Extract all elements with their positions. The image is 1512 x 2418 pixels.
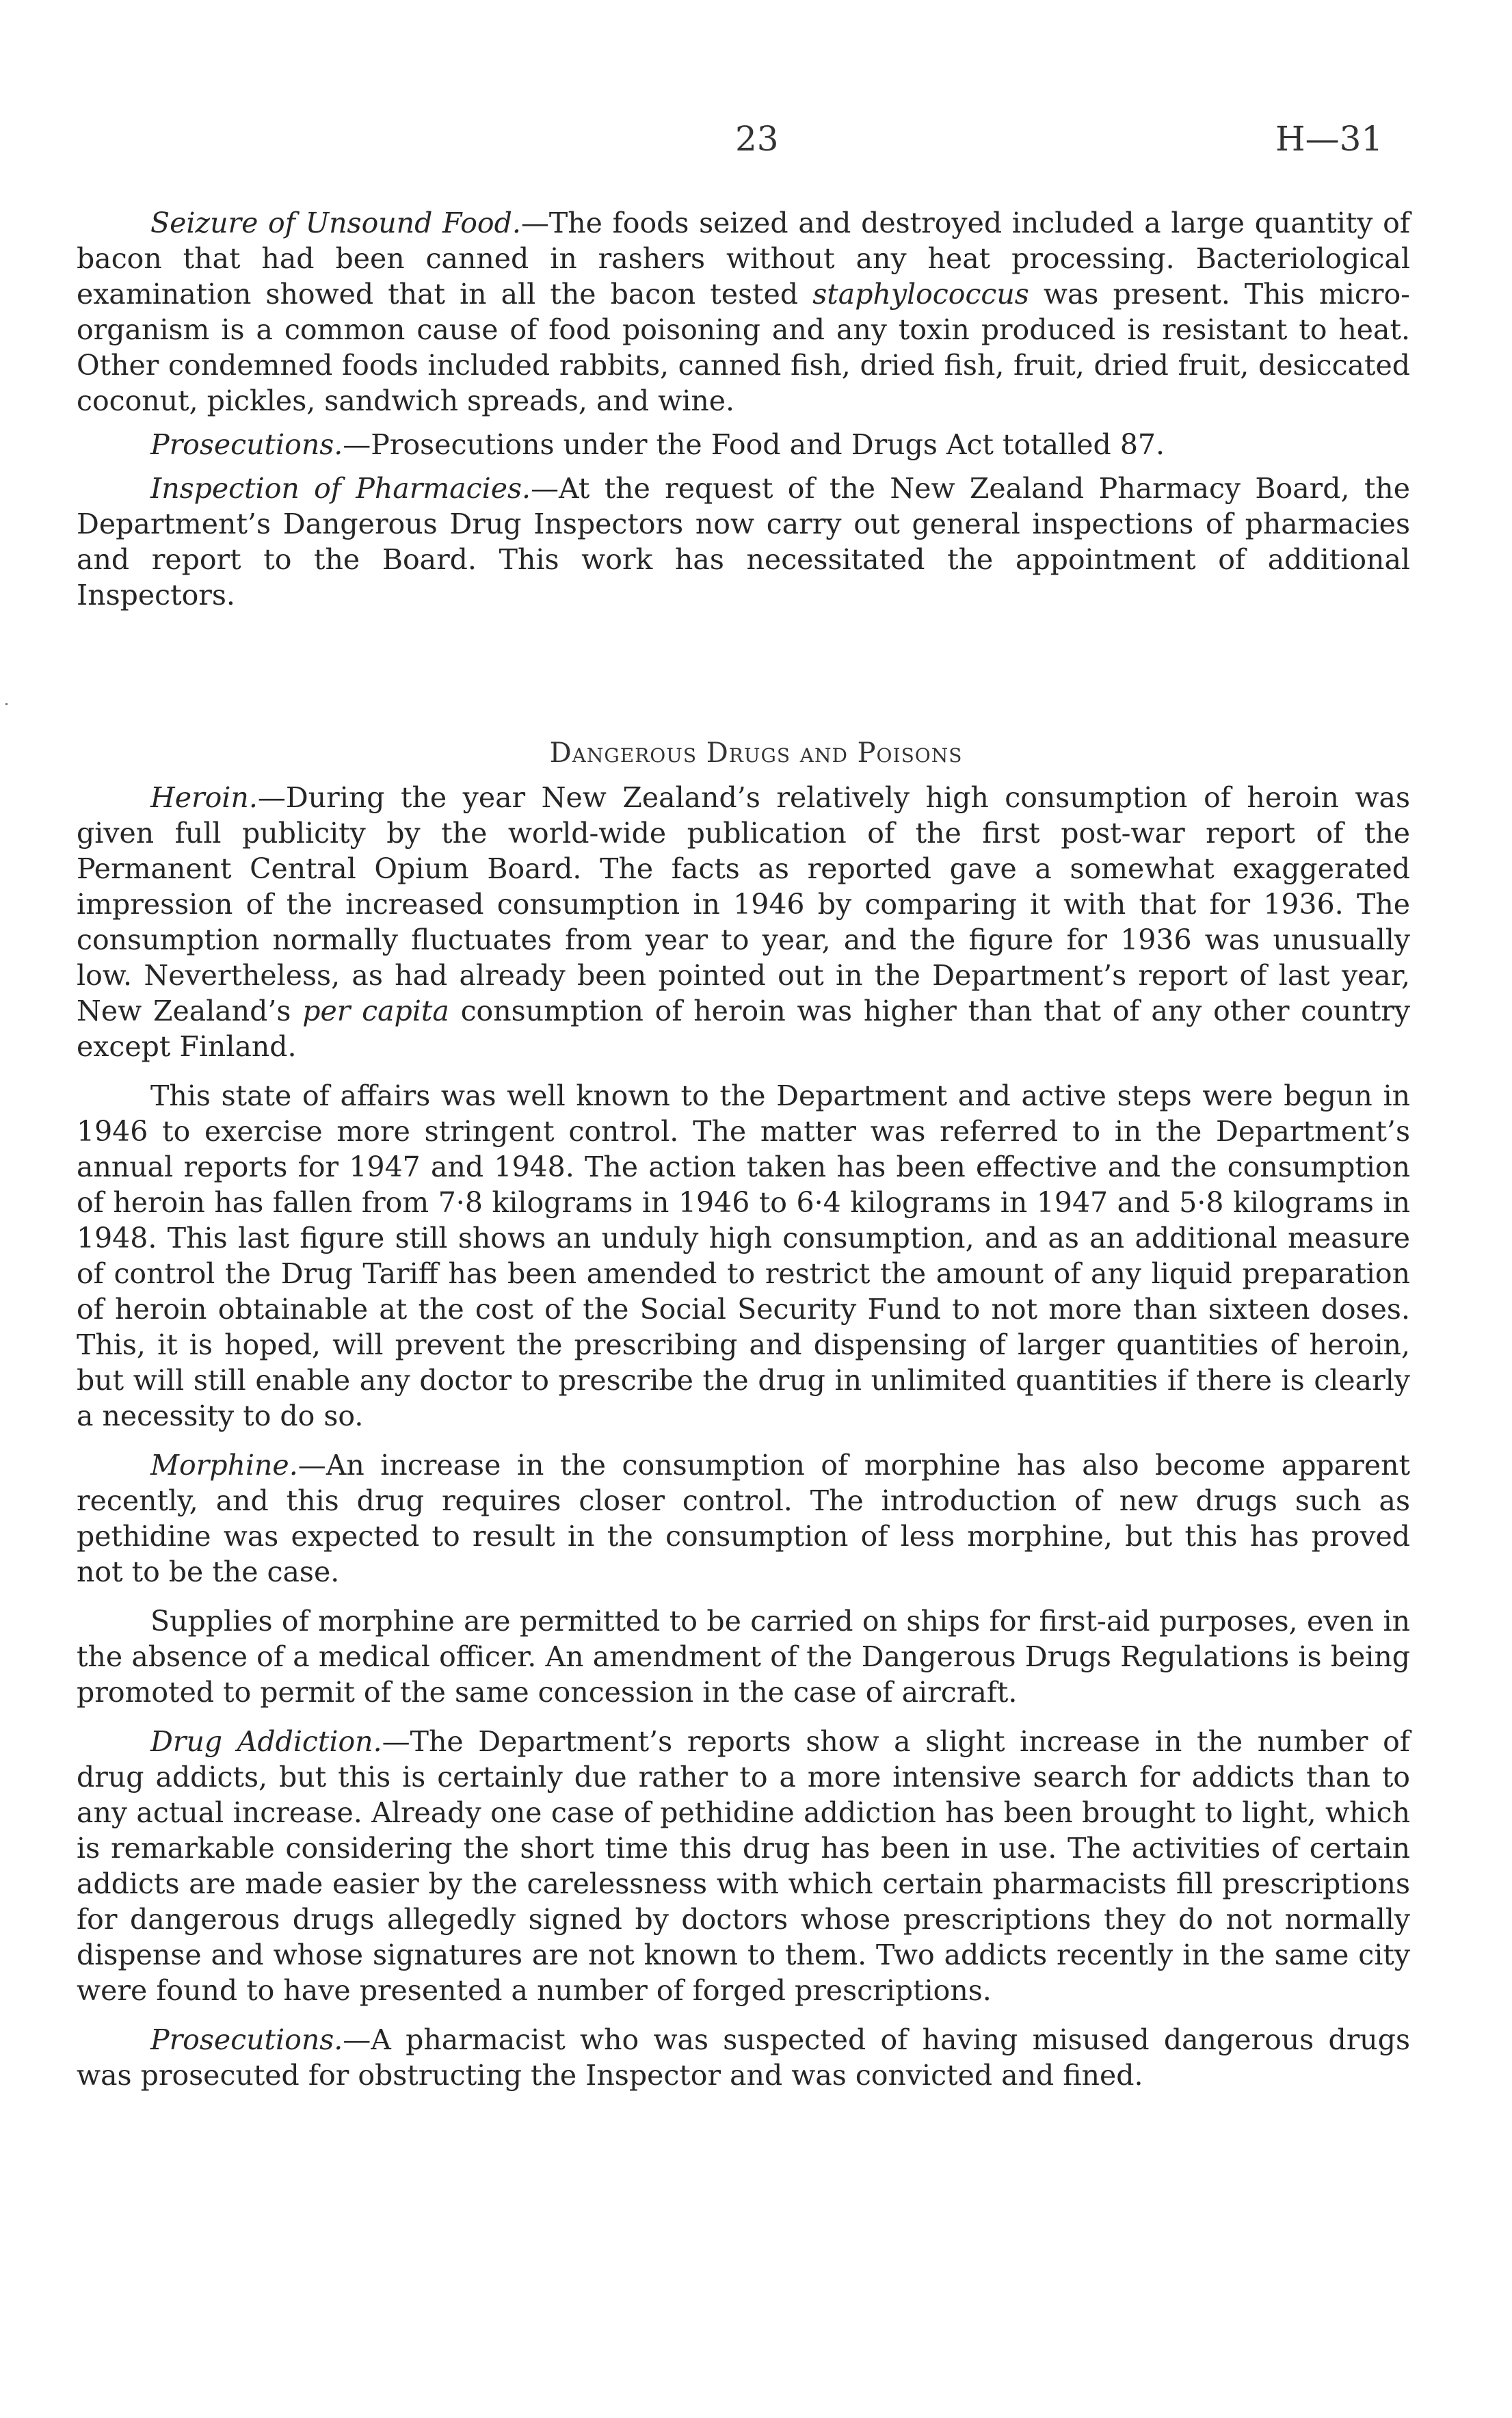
run-in-heading-drug-prosecutions: Prosecutions. — [150, 2023, 343, 2056]
heroin-text-a: —During the year New Zealand’s relatively high consumption of heroin was given full publicity by the world-wide publication of the first post-war report of the Permanent Central Opium Board. The facts as reported gave a somewhat exaggerated impression of the increased consumption in 1946 by comparing it with that for 1936. The consumption normally fluctuates from year to year, and the figure for 1936 was unusually low. Nevertheless, as had already been pointed out in the Department’s report of last year, New Zealand’s — [77, 781, 1410, 1027]
heroin-text-b: consumption of heroin was higher than that of any other country except Finland. — [77, 995, 1410, 1063]
margin-mark — [5, 703, 8, 705]
paragraph-drug-addiction — [77, 1724, 1410, 2008]
run-in-heading-heroin: Heroin. — [150, 781, 258, 814]
paragraph-inspection-pharmacies — [77, 471, 1410, 613]
ships-text: Supplies of morphine are permitted to be carried on ships for first-aid purposes, even in the absence of a medical officer. An amendment of the Dangerous Drugs Regulations is being promoted to permit of the same concession in the case of aircraft. — [77, 1605, 1410, 1709]
run-in-heading-morphine: Morphine. — [150, 1449, 298, 1482]
paragraph-morphine — [77, 1447, 1410, 1590]
paragraph-food-prosecutions — [77, 427, 1410, 462]
dangerous-drugs-section — [77, 780, 1410, 2093]
paragraph-heroin — [77, 780, 1410, 1064]
page-header — [0, 115, 1512, 163]
paragraph-drug-prosecutions — [77, 2022, 1410, 2093]
paragraph-seizure-unsound-food — [77, 205, 1410, 419]
document-reference: H—31 — [1275, 119, 1383, 159]
seizure-text-a: —The foods seized and destroyed included a large quantity of bacon that had been canned in rashers without any heat processing. Bacteriological examination showed that in all the bacon tested — [77, 207, 1410, 311]
organism-name: staphylococcus — [812, 278, 1029, 311]
section-heading-dangerous-drugs: Dangerous Drugs and Poisons — [549, 737, 963, 769]
drug-prosecutions-text: —A pharmacist who was suspected of having misused dangerous drugs was prosecuted for obstructing the Inspector and was convicted and fined. — [77, 2023, 1410, 2092]
run-in-heading-pharmacies: Inspection of Pharmacies. — [150, 472, 531, 505]
food-section — [77, 205, 1410, 613]
per-capita-term: per capita — [302, 995, 449, 1027]
page-number: 23 — [735, 119, 779, 159]
pharmacies-text: —At the request of the New Zealand Pharmacy Board, the Department’s Dangerous Drug Inspectors now carry out general inspections of pharmacies and report to the Board. This work has necessitated the appointment of additional Inspectors. — [77, 472, 1410, 612]
run-in-heading-drug-addiction: Drug Addiction. — [150, 1725, 382, 1758]
run-in-heading-seizure: Seizure of Unsound Food. — [150, 207, 521, 239]
seizure-text-b: was present. This micro-organism is a common cause of food poisoning and any toxin produced is resistant to heat. Other condemned foods included rabbits, canned fish, dried fish, fruit, dried fruit, desiccated coconut, pickles, sandwich spreads, and wine. — [77, 278, 1410, 417]
paragraph-stringent-control — [77, 1078, 1410, 1434]
run-in-heading-food-prosecutions: Prosecutions. — [150, 428, 343, 461]
food-prosecutions-text: —Prosecutions under the Food and Drugs Act totalled 87. — [343, 428, 1165, 461]
control-text: This state of affairs was well known to the Department and active steps were begun in 1946 to exercise more stringent control. The matter was referred to in the Department’s annual reports for 1947 and 1948. The action taken has been effective and the consumption of heroin has fallen from 7·8 kilograms in 1946 to 6·4 kilograms in 1947 and 5·8 kilograms in 1948. This last figure still shows an unduly high consumption, and as an additional measure of control the Drug Tariff has been amended to restrict the amount of any liquid preparation of heroin obtainable at the cost of the Social Security Fund to not more than sixteen doses. This, it is hoped, will prevent the prescribing and dispensing of larger quantities of heroin, but will still enable any doctor to prescribe the drug in unlimited quantities if there is clearly a necessity to do so. — [77, 1079, 1410, 1432]
morphine-text: —An increase in the consumption of morphine has also become apparent recently, and this drug requires closer control. The introduction of new drugs such as pethidine was expected to result in the consumption of less morphine, but this has proved not to be the case. — [77, 1449, 1410, 1588]
paragraph-ships-supplies — [77, 1603, 1410, 1710]
addiction-text: —The Department’s reports show a slight increase in the number of drug addicts, but this is certainly due rather to a more intensive search for addicts than to any actual increase. Already one case of pethidine addiction has been brought to light, which is remarkable considering the short time this drug has been in use. The activities of certain addicts are made easier by the carelessness with which certain pharmacists fill prescriptions for dangerous drugs allegedly signed by doctors whose prescriptions they do not normally dispense and whose signatures are not known to them. Two addicts recently in the same city were found to have presented a number of forged prescriptions. — [77, 1725, 1410, 2007]
